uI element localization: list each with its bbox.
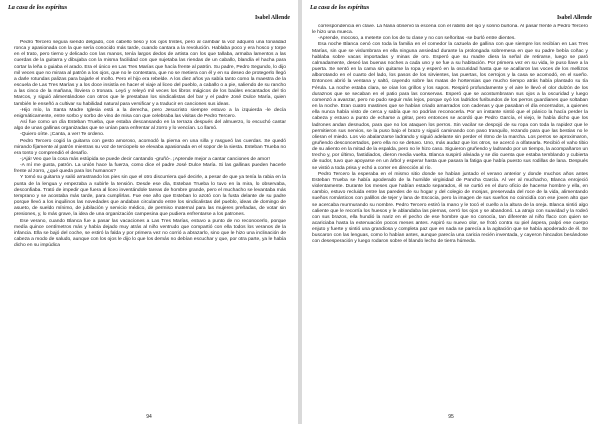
paragraph: Ese verano, cuando Blanca fue a pasar las vacaciones a Las Tres Marías, estuvo a punto de no reconocerlo, porque medía quince centímetros más y había dejado muy atrás al niño ventrudo que compartió con ella todos los veranos de la infancia. Ella se bajó del coche, se estiró la falda y por primera vez no corrió a abrazarlo, sino que le hizo una inclinación de cabeza a modo de saludo, aunque con los ojos le dijo lo que los demás no debían escuchar y que, por otra parte, ya le había dicho en su impúdica — [14, 218, 286, 249]
page-number: 94 — [146, 414, 152, 420]
paragraph: -Hijo mío, la Santa Madre Iglesia está a la derecha, pero Jesucristo siempre estuvo a la izquierda -le decía enigmáticamente, entre sorbo y sorbo de vino de misa con que celebraba las visitas de Pedro Tercero. — [14, 107, 286, 119]
left-page — [0, 0, 298, 424]
author-name: Isabel Allende — [255, 15, 290, 21]
paragraph: Y tomó su guitarra y salió arrastrando los pies sin que el otro discurriera qué decirle, a pesar de que ya tenía la rabia en la punta de la lengua y empezaba a subirle la tensión. Desde ese día, Esteban Trueba lo tuvo en la mira, lo observaba, desconfiaba. Trató de impedir que fuera al liceo inventándole tareas de hombre grande, pero el muchacho se levantaba más temprano y se acostaba más tarde, para cumplirlas. Fue ese año que Esteban lo azotó con la fusta delante de su padre porque llevó a los inquilinos las novedades que andaban circulando entre los sindicalistas del pueblo, ideas de domingo de asueto, de sueldo mínimo, de jubilación y servicio médico, de permiso maternal para las mujeres preñadas, de votar sin presiones, y, lo más grave, la idea de una organización campesina que pudiera enfrentarse a los patrones. — [14, 175, 286, 218]
page-number: 95 — [448, 414, 454, 420]
paragraph: Pedro Tercero cogió la guitarra con gesto amoroso, acomodó la pierna en una silla y rasgueó las cuerdas. Se quedó mirando fijamente al patrón mientras su voz de terciopelo se elevaba apasionada en el sopor de la siesta. Esteban Trueba no era tonto y comprendió el desafío. — [14, 138, 286, 156]
page-header — [8, 4, 290, 21]
page-header — [310, 4, 592, 21]
paragraph: correspondencia en clave. La Nana observó la escena con el rabillo del ojo y sonrió burlona. Al pasar frente a Pedro Tercero le hizo una mueca. — [312, 24, 588, 36]
paragraph: -Quiero oírte. ¡Canta, a ver! Te ordeno. — [20, 132, 105, 138]
page-body-text — [312, 24, 588, 410]
paragraph: -A mí me gusta, patrón. La unión hace la fuerza, como dice el padre José Dulce María. Si las gallinas pueden hacerle frente al zorro, ¿qué queda para los humanos? — [14, 163, 286, 175]
book-title: La casa de los espíritus — [310, 4, 370, 11]
paragraph: Esa noche Blanca cenó con toda la familia en el comedor la cazuela de gallina con que siempre los recibían en Las Tres Marías, sin que se vislumbrara en ella ninguna ansiedad durante la prolongada sobremesa en que su padre bebía coñac y hablaba sobre vacas importadas y minas de oro. Esperó que su madre diera la señal de retirarse, luego se paró calmadamente, deseó las buenas noches a cada uno y se fue a su habitación. Por primera vez en su vida, le puso llave a la puerta. Se sentó en la cama sin quitarse la ropa y esperó en la oscuridad hasta que se acallaron las voces de los mellizos alborotando en el cuarto del lado, los pasos de los sirvientes, las puertas, los cerrojos y la casa se acomodó, en el sueño. Entonces abrió la ventana y saltó, cayendo sobre las matas de hortensias que mucho tiempo atrás había plantado su tía Férula. La noche estaba clara, se oían los grillos y los sapos. Respiró profundamente y el aire le llevó el olor dulzón de los duraznos que se secaban en el patio para las conservas. Esperó que se acostumbraran sus ojos a la oscuridad y luego comenzó a avanzar, pero no pudo seguir más lejos, porque oyó los ladridos furibundos de los perros guardianes que soltaban en la noche. Eran cuatro mastines que se habían criado amarrados con cadenas y que pasaban el día encerrados, a quienes ella nunca había visto de cerca y sabía que no podrían reconocerla. Por un instante sintió que el pánico la hacía perder la cabeza y estuvo a punto de echarse a gritar, pero entonces se acordó que Pedro García, el viejo, le había dicho que los ladrones andan desnudos, para que no los ataquen los perros. Sin vacilar se despojó de su ropa con toda la rapidez que le permitieron sus nervios, se la puso bajo el brazo y siguió caminando con paso tranquilo, rezando para que las bestias no le olieran el miedo. Los vio abalanzarse ladrando y siguió adelante sin perder el ritmo de la marcha. Los perros se aproximaron, gruñendo desconcertados, pero ella no se detuvo. Uno, más audaz que los otros, se acercó a olfatearla. Recibió el vaho tibio de su aliento en la mitad de la espalda, pero no le hizo caso. Siguieron gruñendo y ladrando por un tiempo, la acompañaron un trecho y, por último, fastidiados, dieron media vuelta. Blanca suspiró aliviada y se dio cuenta que estaba temblando y cubierta de sudor, tuvo que apoyarse en un árbol y esperar hasta que pasara la fatiga que había puesto sus rodillas de lana. Después se vistió a toda prisa y echó a correr en dirección al río. — [312, 42, 588, 171]
paragraph: Pedro Tercero la esperaba en el mismo sitio donde se habían juntado el verano anterior y donde muchos años antes Esteban Trueba se había apoderado de la humilde virginidad de Pancha García. Al ver al muchacho, Blanca enrojeció violentamente. Durante los meses que habían estado separados, él se curtió en el duro oficio de hacerse hombre y ella, en cambio, estuvo recluida entre las paredes de su hogar y del colegio de monjas, preservada del roce de la vida, alimentando sueños románticos con palillos de tejer y lana de Escocia, pero la imagen de sus sueños no coincidía con ese joven alto que se acercaba murmurando su nombre. Pedro Tercero estiró la mano y le tocó el cuello a la altura de la oreja. Blanca sintió algo caliente que le recorría los huesos y le ablandaba las piernas, cerró los ojos y se abandonó. La atrajo con suavidad y la rodeó con sus brazos, ella hundió la nariz en el pecho de ese hombre que no conocía, tan diferente al niño flaco con quien se acariciaba hasta la extenuación pocos meses antes. Aspiró su nuevo olor, se frotó contra su piel áspera, palpó ese cuerpo enjuto y fuerte y sintió una grandiosa y completa paz que en nada se parecía a la agitación que se había apoderado de él. Se buscaron con las lenguas, como lo habían antes, aunque parecía una caricia recién inventada, y cayeron hincados besándose con desesperación y luego rodaron sobre el blando lecho de tierra húmeda. — [312, 171, 588, 245]
paragraph: -Aprende, mocoso, a meterte con los de tu clase y no con señoritas -se burló entre dientes. — [318, 36, 516, 42]
paragraph: Así fue como un día Esteban Trueba, que estaba descansando en la terraza después del almuerzo, lo escuchó cantar algo de unas gallinas organizadas que se unían para enfrentar al zorro y lo vencían. Lo llamó. — [14, 120, 286, 132]
paragraph: Pedro Tercero seguía siendo delgado, con cabello tieso y los ojos tristes, pero al cambiar la voz adquirió una tonalidad ronca y apasionada con la que sería conocido más tarde, cuando cantara a la revolución. Hablaba poco y era hosco y torpe en el trato, pero tierno y delicado con las manos, tenía largos dedos de artista con los que tallaba, armaba lamentos a las cuerdas de la guitarra y dibujaba con la misma facilidad con que sujetaba las riendas de un caballo, blandía el hacha para cortar la leña o guiaba el arado. Era el único en Las Tres Marías que hacía frente al patrón. Su padre, Pedro Segundo, lo dijo mil veces que no mirara al patrón a los ojos, que no le contestara, que no se metiera con él y en su deseo de protegerlo llegó a darle rotundas palizas para bajarle el moño. Pero el hijo era rebelde. A los diez años ya sabía tanto como la maestra de la escuela de Las Tres Marías y a los doce insistía en hacer el viaje al liceo del pueblo, a caballo o a pie, saliendo de su rancho a las cinco de la mañana, lloviera o tronara. Leyó y releyó mil veces los libros mágicos de los baúles encantados del tío Marcos, y siguió alimentándose con otros que le prestaban los sindicalistas del bar y el padre José Dulce María, quien también le enseñó a cultivar su habilidad natural para versificar y a traducir en canciones sus ideas. — [14, 40, 286, 107]
author-name: Isabel Allende — [557, 15, 592, 21]
paragraph: -¡Ajá! Veo que la cosa más estúpida se puede decir cantando -gruñó-. ¡Aprende mejor a cantar canciones de amor! — [20, 156, 270, 162]
right-page — [302, 0, 600, 424]
page-body-text — [14, 40, 286, 410]
book-title: La casa de los espíritus — [8, 4, 68, 11]
